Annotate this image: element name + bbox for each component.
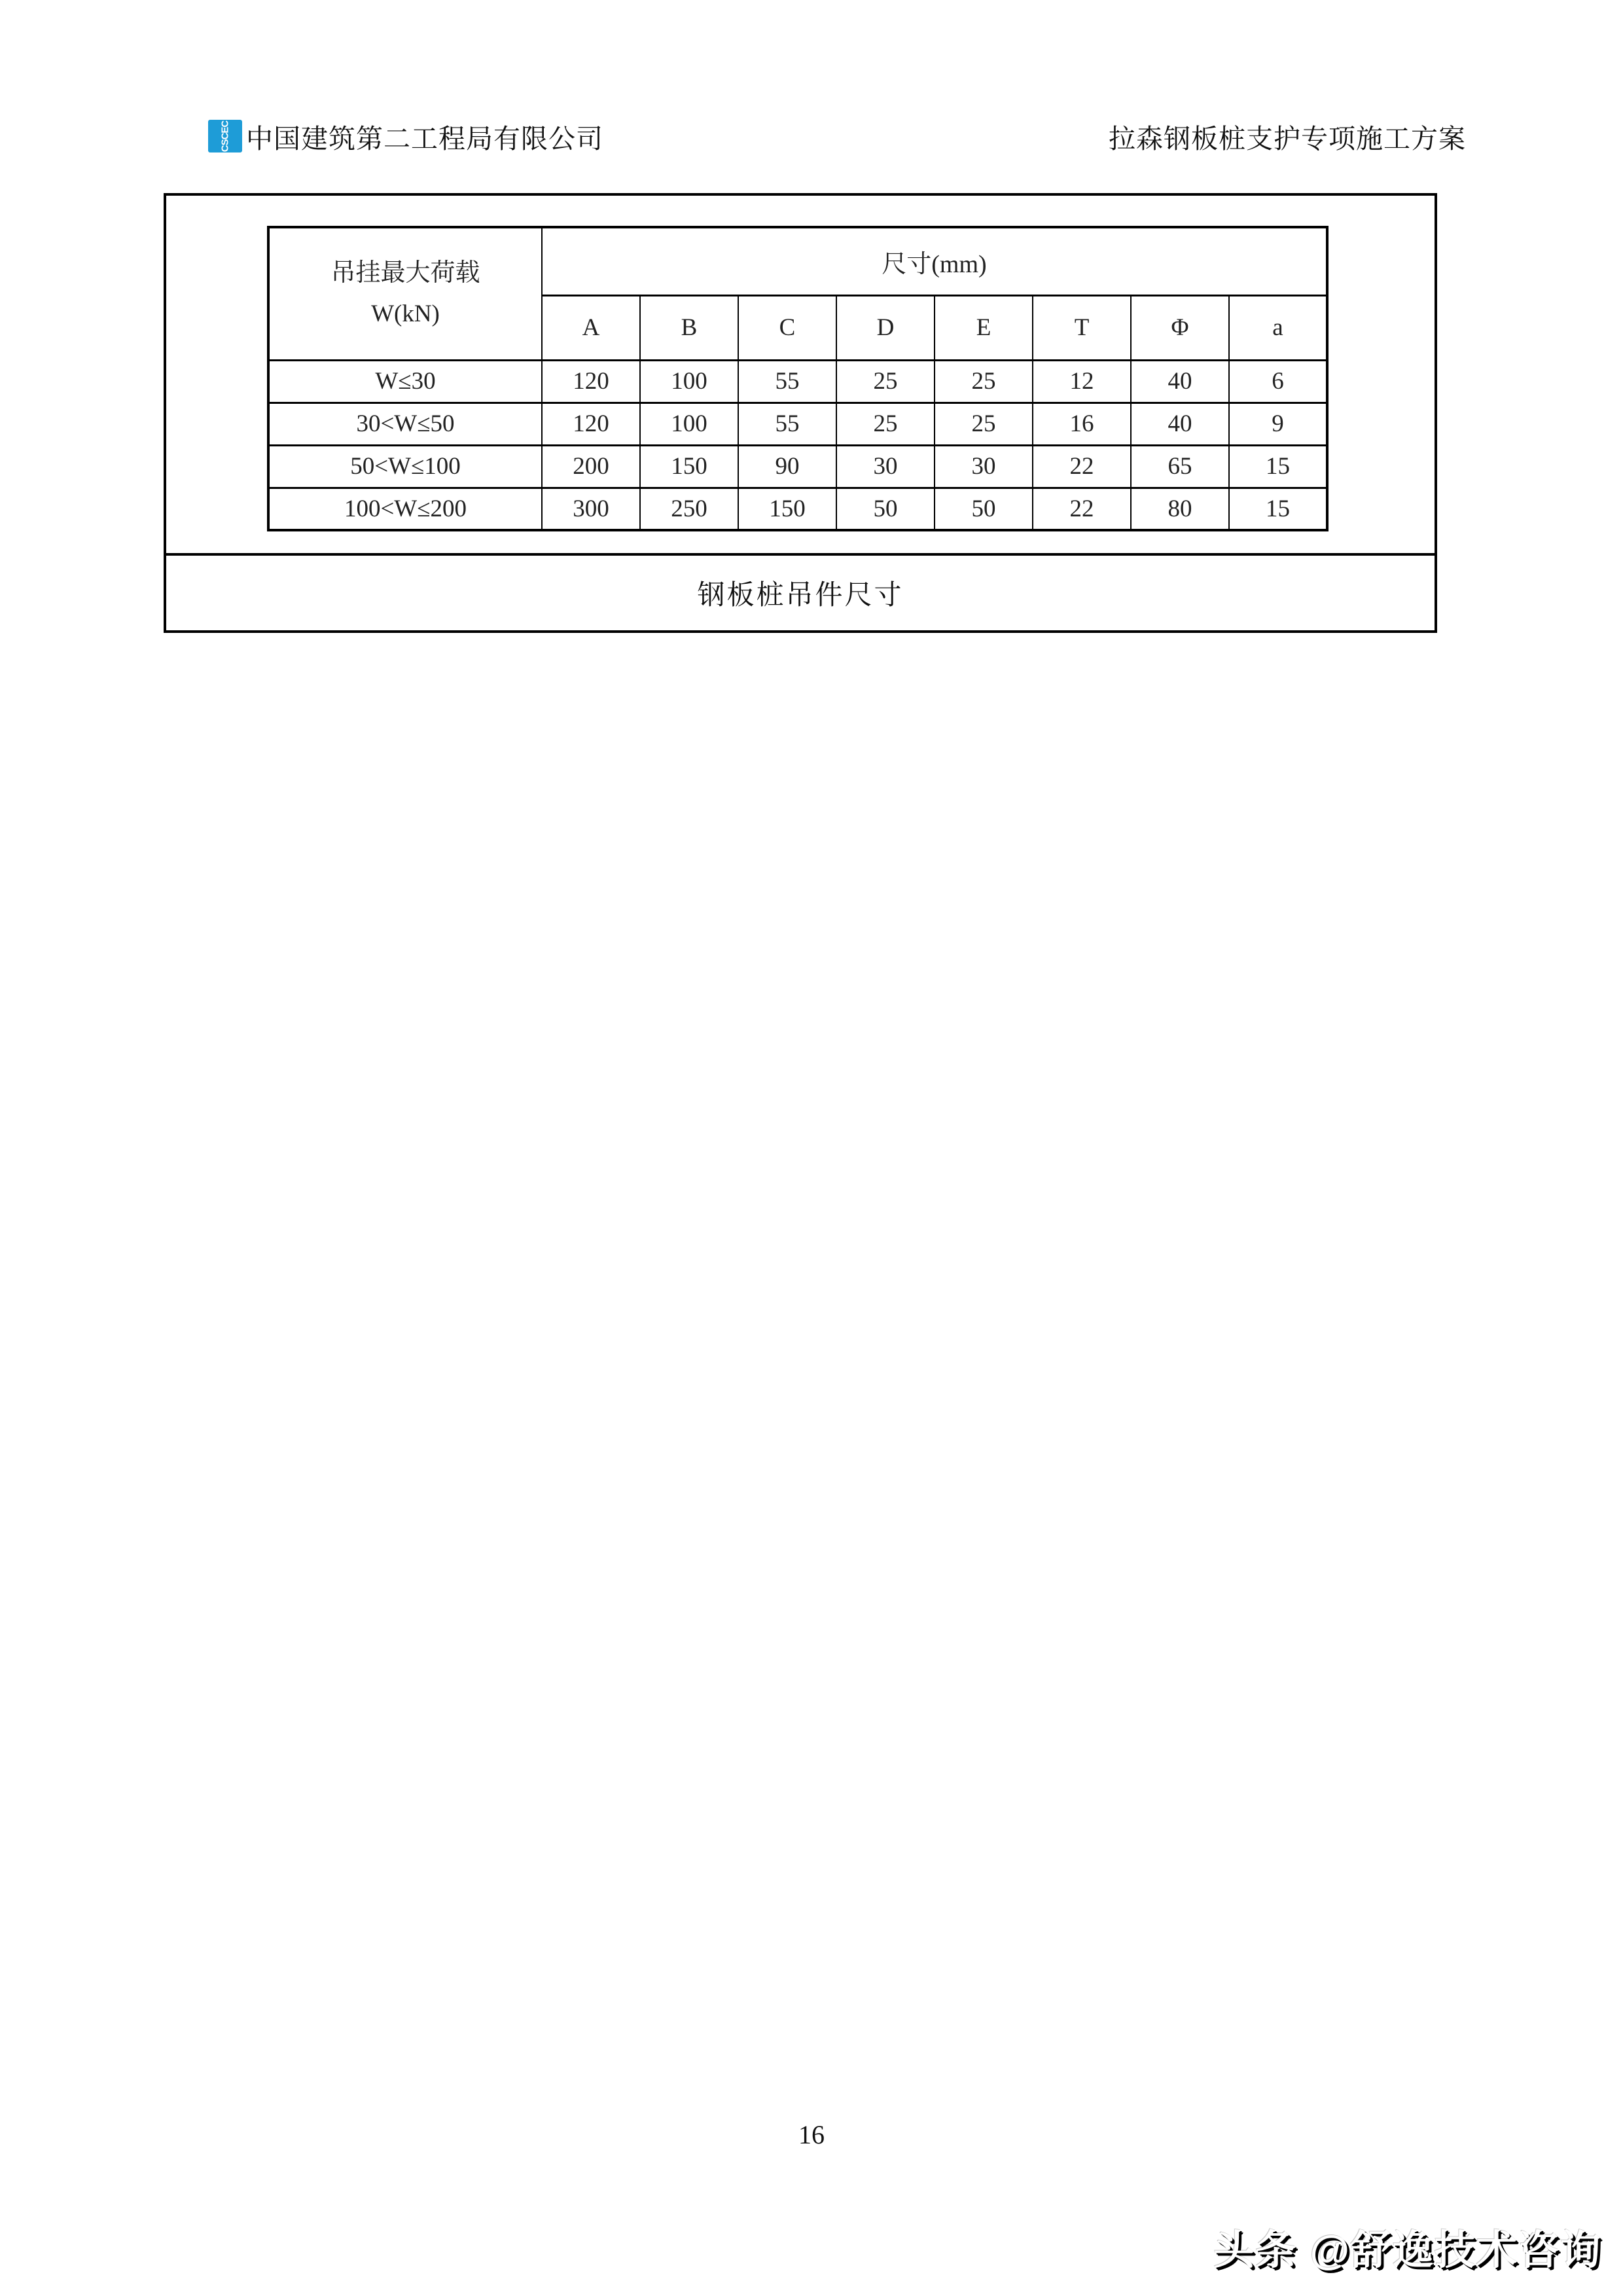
- value-cell: 15: [1229, 488, 1327, 530]
- value-cell: 65: [1131, 445, 1229, 488]
- figure-box: [164, 193, 1437, 633]
- value-cell: 25: [935, 403, 1033, 445]
- cscec-logo-text: CSCEC: [219, 120, 231, 152]
- value-cell: 12: [1033, 360, 1131, 403]
- col-header-B: B: [640, 295, 738, 360]
- figure-table-area: [166, 196, 1435, 553]
- col-header-a: a: [1229, 295, 1327, 360]
- table-row: [268, 445, 1327, 488]
- value-cell: 22: [1033, 445, 1131, 488]
- value-cell: 25: [836, 403, 935, 445]
- load-header-cell: [268, 227, 542, 360]
- table-row: [268, 488, 1327, 530]
- col-header-C: C: [738, 295, 836, 360]
- col-header-A: A: [542, 295, 640, 360]
- value-cell: 200: [542, 445, 640, 488]
- value-cell: 40: [1131, 360, 1229, 403]
- value-cell: 300: [542, 488, 640, 530]
- load-range-cell: W≤30: [268, 360, 542, 403]
- value-cell: 55: [738, 360, 836, 403]
- col-header-phi: Φ: [1131, 295, 1229, 360]
- value-cell: 25: [935, 360, 1033, 403]
- value-cell: 150: [738, 488, 836, 530]
- value-cell: 30: [836, 445, 935, 488]
- value-cell: 90: [738, 445, 836, 488]
- value-cell: 100: [640, 360, 738, 403]
- value-cell: 50: [836, 488, 935, 530]
- value-cell: 150: [640, 445, 738, 488]
- col-header-T: T: [1033, 295, 1131, 360]
- value-cell: 80: [1131, 488, 1229, 530]
- load-range-cell: 50<W≤100: [268, 445, 542, 488]
- value-cell: 16: [1033, 403, 1131, 445]
- document-title: 拉森钢板桩支护专项施工方案: [1109, 123, 1466, 154]
- cscec-logo-icon: [208, 120, 242, 152]
- page-header: [208, 108, 1466, 164]
- value-cell: 25: [836, 360, 935, 403]
- value-cell: 40: [1131, 403, 1229, 445]
- company-name: 中国建筑第二工程局有限公司: [246, 123, 603, 154]
- watermark-text: 头条 @舒逸技术咨询: [1213, 2228, 1602, 2273]
- lifting-dimension-table: [267, 226, 1329, 531]
- value-cell: 15: [1229, 445, 1327, 488]
- col-header-E: E: [935, 295, 1033, 360]
- col-header-D: D: [836, 295, 935, 360]
- load-header-line1: 吊挂最大荷载: [330, 259, 480, 287]
- figure-caption: 钢板桩吊件尺寸: [166, 553, 1435, 630]
- value-cell: 120: [542, 403, 640, 445]
- page-number: 16: [798, 2120, 825, 2149]
- value-cell: 120: [542, 360, 640, 403]
- value-cell: 100: [640, 403, 738, 445]
- value-cell: 50: [935, 488, 1033, 530]
- load-range-cell: 30<W≤50: [268, 403, 542, 445]
- table-header-row-1: [268, 227, 1327, 295]
- value-cell: 30: [935, 445, 1033, 488]
- size-header-cell: 尺寸(mm): [542, 227, 1327, 295]
- table-row: [268, 360, 1327, 403]
- value-cell: 22: [1033, 488, 1131, 530]
- table-row: [268, 403, 1327, 445]
- load-header-line2: W(kN): [371, 300, 440, 328]
- load-range-cell: 100<W≤200: [268, 488, 542, 530]
- value-cell: 55: [738, 403, 836, 445]
- value-cell: 9: [1229, 403, 1327, 445]
- value-cell: 250: [640, 488, 738, 530]
- value-cell: 6: [1229, 360, 1327, 403]
